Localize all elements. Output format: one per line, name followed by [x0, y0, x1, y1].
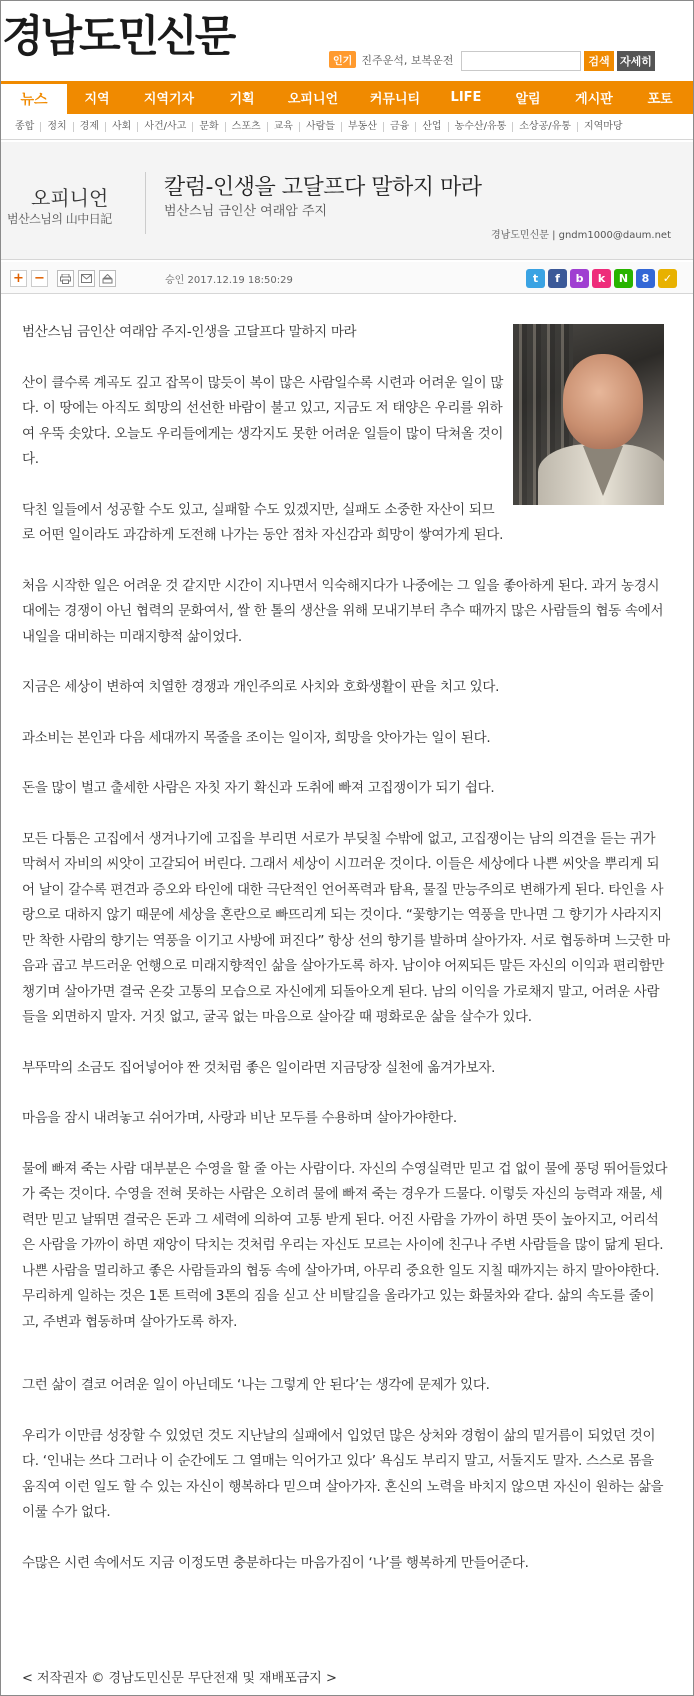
article-paragraph: 산이 클수록 계곡도 깊고 잡목이 많듯이 복이 많은 사람일수록 시련과 어려운 일이 많다. 이 땅에는 아직도 희망의 선선한 바람이 불고 있고, 지금도 저 태양은 우리를 위하여 우뚝 솟았다. 오늘도 우리들에게는 생각지도 못한 어려운 일들이 많이 닥쳐올 것이다.	[22, 374, 504, 467]
article-paragraph: 마음을 잠시 내려놓고 쉬어가며, 사랑과 비난 모두를 수용하며 살아가야한다.	[22, 1110, 457, 1126]
subnav-item[interactable]: 소상공/유통	[513, 122, 578, 132]
article-header	[1, 142, 693, 260]
twitter-share-icon[interactable]: t	[526, 269, 545, 288]
popular-keyword-link[interactable]: 진주운석, 보복운전	[361, 53, 454, 67]
nav-item-board[interactable]: 게시판	[575, 92, 613, 107]
nav-item-news[interactable]: 뉴스	[1, 81, 67, 114]
article-paragraph: 돈을 많이 벌고 출세한 사람은 자칫 자기 확신과 도취에 빠져 고집쟁이가 되기 쉽다.	[22, 780, 495, 796]
subnav-item[interactable]: 농수산/유통	[449, 122, 514, 132]
article-subtitle: 범산스님 금인산 여래암 주지	[164, 204, 328, 219]
article-paragraph: 물에 빠져 죽는 사람 대부분은 수영을 할 줄 아는 사람이다. 자신의 수영실력만 믿고 겁 없이 물에 풍덩 뛰어들었다가 죽는 것이다. 수영을 전혀 못하는 사람은 오히려 물에 빠져 죽는 경우가 드물다. 이렇듯 자신의 능력과 재물, 세력만 믿고 날뛰면 결국은 돈과 그 세력에 의하여 고통 받게 된다. 어진 사람을 가까이 하면 뜻이 높아지고, 어리석은 사람을 가까이 하면 재앙이 닥치는 것처럼 우리는 자신도 모르는 사이에 친구나 주변 사람들을 많이 닮게 된다. 나쁜 사람을 멀리하고 좋은 사람들과의 협동 속에 살아가며, 아무리 중요한 일도 지칠 때까지는 하지 말아야한다. 무리하게 일하는 것은 1톤 트럭에 3톤의 짐을 싣고 산 비탈길을 올라가고 있는 화물차와 같다. 삶의 속도를 줄이고, 주변과 협동하며 살아가도록 하자.	[22, 1160, 668, 1330]
nav-item-opinion[interactable]: 오피니언	[287, 92, 339, 107]
kakao-share-icon[interactable]: k	[592, 269, 611, 288]
popular-tag: 인기	[329, 51, 356, 68]
nav-item-life[interactable]: LIFE	[450, 90, 482, 105]
bookmark-share-icon[interactable]: ✓	[658, 269, 677, 288]
article-toolbar	[1, 262, 693, 294]
article-paragraph: 지금은 세상이 변하여 치열한 경쟁과 개인주의로 사치와 호화생활이 판을 치고 있다.	[22, 679, 500, 695]
divider	[145, 172, 146, 234]
article-paragraph: 범산스님 금인산 여래암 주지-인생을 고달프다 말하지 마라	[22, 324, 357, 340]
article-paragraph: 그런 삶이 결코 어려운 일이 아닌데도 ‘나는 그렇게 안 된다’는 생각에 문제가 있다.	[22, 1377, 490, 1393]
article-byline: 경남도민신문 | gndm1000@daum.net	[490, 230, 671, 241]
article-body	[22, 320, 670, 1576]
article-paragraph: 닥친 일들에서 성공할 수도 있고, 실패할 수도 있겠지만, 실패도 소중한 자산이 되므로 어떤 일이라도 과감하게 도전해 나가는 동안 점차 자신감과 희망이 쌓여가게 된다.	[22, 501, 504, 543]
article-paragraph: 과소비는 본인과 다음 세대까지 목줄을 조이는 일이자, 희망을 앗아가는 일이 된다.	[22, 729, 491, 746]
subnav-item[interactable]: 부동산	[342, 122, 384, 132]
subnav-item[interactable]: 문화	[193, 122, 225, 132]
band-share-icon[interactable]: b	[570, 269, 589, 288]
section-title: 오피니언	[31, 186, 109, 210]
article-paragraph: 우리가 이만큼 성장할 수 있었던 것도 지난날의 실패에서 입었던 많은 상처와 경험이 삶의 밑거름이 되었던 것이다. ‘인내는 쓰다 그러나 이 순간에도 그 열매는 익어가고 있다’ 욕심도 부리지 말고, 서둘지도 말자. 스스로 몸을 움직여 이런 일도 할 수 있는 자신이 행복하다 믿으며 살아가자. 혼신의 노력을 바치지 않으면 자신이 원하는 삶을 이룰 수가 없다.	[22, 1427, 664, 1520]
subnav-item[interactable]: 금융	[384, 122, 416, 132]
scrap-icon[interactable]	[99, 270, 116, 287]
nav-item-region[interactable]: 지역	[84, 92, 110, 107]
nav-item-notice[interactable]: 알림	[515, 92, 541, 107]
nav-item-community[interactable]: 커뮤니티	[369, 92, 421, 107]
nav-item-planning[interactable]: 기획	[229, 92, 255, 107]
approval-date: 승인 2017.12.19 18:50:29	[165, 275, 293, 286]
facebook-share-icon[interactable]: f	[548, 269, 567, 288]
article-paragraph: 수많은 시련 속에서도 지금 이정도면 충분하다는 마음가짐이 ‘나’를 행복하게 만들어준다.	[22, 1554, 529, 1571]
email-icon[interactable]	[78, 270, 95, 287]
article-title: 칼럼-인생을 고달프다 말하지 마라	[164, 175, 482, 200]
font-increase-button[interactable]: +	[10, 270, 27, 287]
subnav-item[interactable]: 교육	[268, 122, 300, 132]
copyright-notice: < 저작권자 © 경남도민신문 무단전재 및 재배포금지 >	[22, 1671, 337, 1686]
subnav-item[interactable]: 정치	[41, 122, 73, 132]
font-decrease-button[interactable]: −	[31, 270, 48, 287]
article-paragraph: 처음 시작한 일은 어려운 것 같지만 시간이 지나면서 익숙해지다가 나중에는 그 일을 좋아하게 된다. 과거 농경시대에는 경쟁이 아닌 협력의 문화여서, 쌀 한 톨의 생산을 위해 모내기부터 추수 때까지 많은 사람들의 협동 속에서 내일을 대비하는 미래지향적 삶이었다.	[22, 577, 664, 645]
popular-keywords	[329, 51, 453, 68]
print-icon[interactable]	[57, 270, 74, 287]
sub-nav	[1, 114, 693, 140]
detail-search-button[interactable]: 자세히	[617, 51, 655, 71]
search-button[interactable]: 검색	[584, 51, 614, 71]
article-paragraph: 부뚜막의 소금도 집어넣어야 짠 것처럼 좋은 일이라면 지금당장 실천에 옮겨가보자.	[22, 1059, 496, 1076]
article-paragraph: 모든 다툼은 고집에서 생겨나기에 고집을 부리면 서로가 부딪칠 수밖에 없고, 고집쟁이는 남의 의견을 듣는 귀가 막혀서 자비의 씨앗이 고갈되어 버린다. 그래서 세상이 시끄러운 것이다. 이들은 세상에다 나쁜 씨앗을 뿌리게 되어 날이 갈수록 편견과 증오와 타인에 대한 극단적인 언어폭력과 탐욕, 물질 만능주의로 변해가게 된다. 타인을 사랑으로 대하지 않기 때문에 세상을 혼란으로 빠뜨리게 되는 것이다. “꽃향기는 역풍을 만나면 그 향기가 사라지지만 착한 사람의 향기는 역풍을 이기고 사방에 퍼진다” 항상 선의 향기를 발하며 살아가자. 서로 협동하며 느긋한 마음과 곱고 부드러운 언행으로 미래지향적인 삶을 살아가도록 하자. 남이야 어찌되든 말든 자신의 이익과 편리함만 챙기며 살아가면 결국 온갖 고통의 모습으로 자신에게 되돌아오게 된다. 남의 이익을 가로채지 말고, 어려운 사람들을 외면하지 말자. 거짓 없고, 굴곡 없는 마음으로 살아갈 때 평화로운 삶을 살수가 있다.	[22, 830, 670, 1025]
search-input[interactable]	[461, 51, 581, 71]
subnav-item[interactable]: 종합	[9, 122, 41, 132]
subnav-item[interactable]: 산업	[416, 122, 448, 132]
site-logo[interactable]: 경남도민신문	[2, 12, 234, 62]
subnav-item[interactable]: 스포츠	[226, 122, 268, 132]
main-nav	[1, 81, 693, 114]
subnav-item[interactable]: 지역마당	[583, 120, 623, 132]
subnav-item[interactable]: 사람들	[300, 122, 342, 132]
google-share-icon[interactable]: 8	[636, 269, 655, 288]
naver-share-icon[interactable]: N	[614, 269, 633, 288]
subnav-item[interactable]: 사건/사고	[138, 122, 193, 132]
section-subtitle: 범산스님의 山中日記	[7, 212, 112, 226]
subnav-item[interactable]: 경제	[74, 122, 106, 132]
nav-item-local-reporter[interactable]: 지역기자	[143, 92, 195, 107]
nav-item-photo[interactable]: 포토	[647, 92, 673, 107]
subnav-item[interactable]: 사회	[106, 122, 138, 132]
